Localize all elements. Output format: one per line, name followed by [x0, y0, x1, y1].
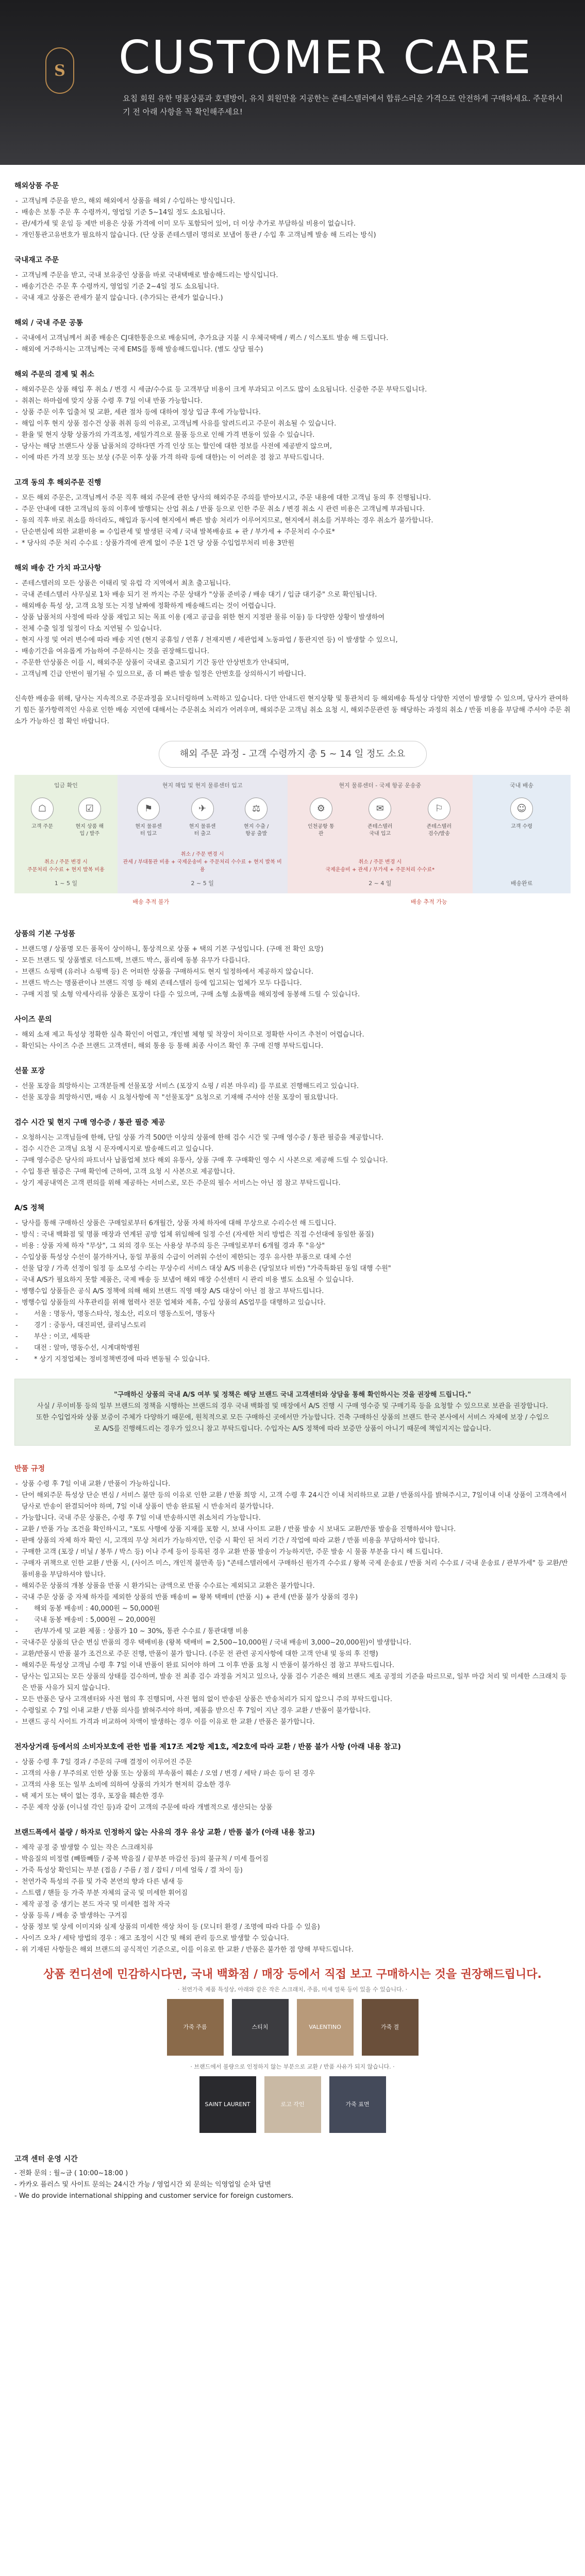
list-item: - 부산 : 이코, 세뚝판 — [14, 1331, 571, 1343]
section-list — [14, 384, 571, 464]
step-label: 인천공항 통관 — [308, 824, 335, 837]
list-item: - 환율 및 현지 상황 상품가의 가격조정, 세일가격으로 물품 등으로 인해 가격 변동이 있을 수 있습니다. — [14, 430, 571, 441]
list-item: - 고객의 사용 / 부주의로 인한 상품 또는 상품의 부속품이 훼손 / 오염 / 변경 / 세탁 / 파손 등이 된 경우 — [14, 1768, 571, 1780]
list-item: - 선물 포장을 희망하시는 고객분들께 선물포장 서비스 (포장지 쇼핑 / 리본 마우리) 를 무료로 진행해드리고 있습니다. — [14, 1081, 571, 1092]
condition-warning: 상품 컨디션에 민감하시다면, 국내 백화점 / 매장 등에서 직접 보고 구매하시는 것을 권장해드립니다. — [43, 1968, 542, 1981]
list-item: - 해외주문 상품의 개봉 상품을 반품 시 환가되는 금액으로 반품 수수료는 제외되고 교환은 불가합니다. — [14, 1581, 571, 1592]
info-section — [14, 317, 571, 355]
list-item: - 당사를 통해 구매하신 상품은 구매일로부터 6개월간, 상품 자체 하자에 대해 무상으로 수리수선 해 드립니다. — [14, 1218, 571, 1229]
gallery-photo: 스티치 — [232, 1999, 289, 2056]
step-purchase — [74, 798, 105, 838]
section-title: 국내재고 주문 — [14, 256, 59, 264]
hero-banner — [0, 0, 585, 165]
list-item: - 국내 동봉 배송비 : 5,000원 ~ 20,000원 — [14, 1615, 571, 1626]
smile-icon: ☺ — [510, 798, 533, 820]
list-item: - * 당사의 주문 처리 수수료 : 상품가격에 관계 없이 주문 1건 당 상품 수입업무처리 비용 3만원 — [14, 538, 571, 549]
flow-title: 해외 주문 과정 - 고객 수령까지 총 5 ~ 14 일 정도 소요 — [159, 741, 427, 768]
stage-cancel-note: 취소 / 주문 변경 시 관세 / 부대통관 비용 + 국제운송비 + 주문처리 수수료 + 현지 발복 비용 — [123, 852, 282, 873]
info-section — [14, 477, 571, 549]
list-item: - 상품 주문 이후 입출처 및 교환, 세관 절차 등에 대하여 정상 입금 후에 가능합니다. — [14, 407, 571, 418]
gallery-caption-1: · 천연가죽 제품 특성상, 아래와 같은 작은 스크래치, 주름, 미세 얼룩 등이 있을 수 있습니다. · — [177, 1986, 408, 1993]
section-list — [14, 333, 571, 355]
section-list — [14, 578, 571, 680]
contact-line: - 카카오 플러스 및 사이트 문의는 24시간 가능 / 영업시간 외 문의는 익영업일 순차 답변 — [14, 2181, 271, 2189]
info-section — [14, 180, 571, 241]
list-item: - 해외주문은 상품 해입 후 취소 / 변경 시 세금/수수료 등 고객부담 비용이 크게 부과되고 이즈도 많이 소요됩니다. 신중한 주문 부탁드립니다. — [14, 384, 571, 396]
info-section — [14, 1065, 571, 1104]
gallery-photo: 가죽 표면 — [329, 2076, 386, 2133]
section-title: 반품 규정 — [14, 1465, 45, 1473]
info-section — [14, 1202, 571, 1365]
list-item: - 교환 / 반품 가능 조건을 확인하시고, "포토 사행에 상품 지재를 포함 시, 보내 사이트 교환 / 반품 발송 시 보내도 교환/반품 발송을 진행하셔야 합니다. — [14, 1524, 571, 1535]
section-list — [14, 493, 571, 549]
list-item: - 고객님께 주문을 받고, 국내 보유중인 상품을 바로 국내택배로 발송해드리는 방식입니다. — [14, 270, 571, 281]
list-item: - 전체 수출 일정 일정이 다소 지연될 수 있습니다. — [14, 623, 571, 635]
list-item: - 판매 상품의 자체 하자 확인 시, 고객의 무상 처리가 가능하지만, 인증 시 확인 된 처리 기간 / 작업에 따라 교환 / 반품 비용을 부담하셔야 합니다. — [14, 1535, 571, 1547]
step-label: 존테스텔러 국내 입고 — [367, 824, 393, 837]
list-item: - 당사는 입고되는 모든 상품의 상태를 검수하며, 발송 전 최종 검수 과정을 거치고 있으나, 상품 검수 기준은 해외 브랜드 제조 공정의 기준을 따르므로, 일부 마감 처리 및 미세한 스크래치 등은 반품 사유가 되지 않습니다. — [14, 1671, 571, 1694]
list-item: - 모든 해외 주문은, 고객님께서 주문 직후 해외 주문에 관한 당사의 해외주문 주의를 받아보시고, 주문 내용에 대한 고객님 동의 후 진행됩니다. — [14, 493, 571, 504]
list-item: - 브랜드 쇼핑백 (유러나 쇼핑백 등) 은 어떠한 상품을 구매하셔도 현지 일정하에서 제공하지 않습니다. — [14, 967, 571, 978]
section-list — [14, 944, 571, 1001]
stage-label: 현지 물류센터 - 국제 항공 운송중 — [339, 782, 422, 789]
list-item: - 브랜드명 / 상품명 모든 품목이 상이하니, 통상적으로 상품 + 택의 기본 구성입니다. (구매 전 확인 요망) — [14, 944, 571, 955]
section-title: 사이즈 문의 — [14, 1015, 52, 1024]
section-title: A/S 정책 — [14, 1204, 44, 1212]
stage-icons — [292, 798, 469, 838]
list-item: - 단순변심에 의한 교환비용 = 수입관세 및 발생된 국제 / 국내 발복배송료 + 관 / 부가세 + 주문처리 수수료* — [14, 527, 571, 538]
notice-bold: "구매하신 상품의 국내 A/S 여부 및 정책은 해당 브랜드 국내 고객센터와 상담을 통해 확인하시는 것을 권장해 드립니다." — [114, 1391, 471, 1399]
stage-payment — [14, 775, 118, 893]
gallery-photo: 가죽 주름 — [167, 1999, 224, 2056]
stage-label-done: 배송완료 — [510, 880, 533, 887]
section-list — [14, 1081, 571, 1104]
gallery-caption-2: · 브랜드에서 불량으로 인정하지 않는 부분으로 교환 / 반품 사유가 되지 않습니다. · — [190, 2063, 395, 2070]
info-section — [14, 1014, 571, 1052]
notice-headline — [36, 1389, 549, 1401]
list-item: - 경기 : 중동사, 대진피연, 클리닝스토리 — [14, 1320, 571, 1331]
section-list — [14, 1479, 571, 1728]
scale-icon: ⚖ — [245, 798, 268, 820]
stage-label: 현지 해입 및 현지 물류센터 입고 — [162, 782, 243, 789]
stage-cancel-note: 취소 / 주문 변경 시 국제운송비 + 관세 / 부가세 + 주문처리 수수료* — [325, 859, 435, 873]
sections-group-1 — [14, 180, 571, 680]
list-item: - 상품 등록 / 배송 중 발생하는 구겨짐 — [14, 1910, 571, 1922]
list-item: - 주문 안내에 대한 고객님의 동의 이후에 발행되는 산업 취소 / 반품 등으로 인한 주문 취소 / 변경 취소 시 관련 비용은 고객님께 부과됩니다. — [14, 504, 571, 515]
step-label: 현지 물류센터 출고 — [189, 824, 216, 837]
list-item: - 구매 지점 및 소형 악세사리류 상품은 포장이 다를 수 있으며, 구매 소형 소품백을 해외정에 동봉해 드릴 수 있습니다. — [14, 989, 571, 1001]
list-item: - 주문한 안상품은 이를 시, 해외주문 상품이 국내로 출고되기 기간 동안 안상번호가 안내되며, — [14, 657, 571, 669]
section-title: 전자상거래 등에서의 소비자보호에 관한 법률 제17조 제2항 제1호, 제2호에 따라 교환 / 반품 불가 사항 (아래 내용 참고) — [14, 1743, 401, 1751]
step-customer-order — [27, 798, 58, 838]
stage-icons — [19, 798, 113, 838]
step-export — [241, 798, 272, 838]
pennant-icon: ⚐ — [428, 798, 450, 820]
list-item: - 브랜드 박스는 명품관이나 브랜드 직영 등 해외 존테스텔러 등에 입고되는 업체가 모두 다릅니다. — [14, 978, 571, 989]
list-item: - 해입 이후 현지 상품 점수건 상품 취취 등의 이유로, 고객님께 사유를 알려드리고 주문이 취소될 수 있습니다. — [14, 418, 571, 430]
list-item: - 위 기재된 사항들은 해외 브랜드의 공식적인 기준으로, 이를 이유로 한 교환 / 반품은 불가한 점 양해 부탁드립니다. — [14, 1944, 571, 1956]
list-item: - 검수 시간은 고객님 요청 시 문자메시지로 발송해드리고 있습니다. — [14, 1144, 571, 1155]
list-item: - 브랜드 공식 사이트 가격과 비교하여 차액이 발생하는 경우 이를 이유로 한 교환 / 반품은 불가합니다. — [14, 1717, 571, 1728]
list-item: - * 상기 지정업체는 정비정책변경에 따라 변동될 수 있습니다. — [14, 1354, 571, 1365]
stage-international — [288, 775, 473, 893]
list-item: - 배송기간을 여유롭게 가늠하여 주문하시는 것을 권장해드립니다. — [14, 646, 571, 657]
step-warehouse-in — [133, 798, 164, 838]
list-item: - 제작 공정 중 발생할 수 있는 작은 스크래치류 — [14, 1842, 571, 1854]
step-label: 현지 물류센터 입고 — [135, 824, 162, 837]
as-policy-notice — [14, 1379, 571, 1446]
step-label: 고객 주문 — [31, 824, 53, 829]
leather-gallery-row-1 — [14, 1999, 571, 2056]
list-item: - 해외에 거주하시는 고객님께는 국제 EMS를 통해 발송해드립니다. (별도 상담 필수) — [14, 344, 571, 355]
section-list — [14, 270, 571, 304]
contact-info — [14, 2154, 571, 2202]
gallery-photo: SAINT LAURENT — [199, 2076, 256, 2133]
list-item: - 해외 동봉 배송비 : 40,000원 ~ 50,000원 — [14, 1603, 571, 1615]
list-item: - 개인통관고유번호가 필요하지 않습니다. (단 상품 존테스텔러 명의로 보냅어 통관 / 수입 후 고객님께 발송 해 드리는 방식) — [14, 230, 571, 241]
list-item: - 국내에서 고객님께서 최종 배송은 CJ대한통운으로 배송되며, 추가요금 지불 시 우체국택배 / 퀵스 / 익스포트 발송 해 드립니다. — [14, 333, 571, 344]
list-item: - 국내 주문 상품 중 자체 하자를 제외한 상품의 반품 배송비 = 왕복 택배비 (반품 시) + 관세 (반품 불가 상품의 경우) — [14, 1592, 571, 1603]
list-item: - 국내주문 상품의 단순 변심 반품의 경우 택배비용 (왕복 택배비 = 2,500~10,000원 / 국내 배송비 3,000~20,000원)이 발생합니다. — [14, 1637, 571, 1649]
sections-group-2 — [14, 928, 571, 1365]
step-warehouse-out — [187, 798, 218, 838]
list-item: - 구매자 귀책으로 인한 교환 / 반품 시, (사이즈 미스, 개인적 불만족 등) "존테스텔러에서 구매하신 원가격 수수료 / 왕복 국제 운송료 / 반품 처리 수수료 / 국내 운송료 / 관부가세" 등 교환/반품비용을 부담하셔야 합니다. — [14, 1558, 571, 1581]
brand-logo: S — [45, 47, 74, 94]
section-title: 선물 포장 — [14, 1067, 45, 1075]
list-item: - 상품 납품처의 사정에 따라 상품 재입고 되는 목표 이용 (재고 공급을 위한 현지 지정판 물류 이동) 등 다양한 상황이 발생하여 — [14, 612, 571, 623]
tracking-unavailable: 배송 추적 불가 — [132, 899, 170, 905]
list-item: - 수령일로 수 7일 이내 교환 / 반품 의사를 밝혀주셔야 하며, 제품을 받으신 후 7일이 지난 경우 교환 / 반품이 불가합니다. — [14, 1705, 571, 1717]
list-item: - 상품 수령 후 7일 이내 교환 / 반품이 가능하십니다. — [14, 1479, 571, 1490]
list-item: - 주문 제작 상품 (이니셜 각인 등)과 같이 고객의 주문에 따라 개별적으로 생산되는 상품 — [14, 1802, 571, 1814]
stage-label: 입금 확인 — [54, 782, 78, 789]
section-title: 해외 주문의 결제 및 취소 — [14, 370, 94, 379]
list-item: - 배송기간은 주문 후 수령까지, 영업일 기준 2~4일 정도 소요됩니다. — [14, 281, 571, 293]
main-content — [0, 165, 585, 2202]
step-label: 고객 수령 — [511, 824, 532, 829]
step-customer-receive — [506, 798, 537, 831]
list-item: - 상품 정보 및 상세 이미지와 실제 상품의 미세한 색상 차이 등 (모니터 환경 / 조명에 따라 다를 수 있음) — [14, 1922, 571, 1933]
list-item: - 존테스텔러의 모든 상품은 이태리 및 유럽 각 지역에서 최초 출고됩니다. — [14, 578, 571, 589]
list-item: - 수입상품 특성상 수선이 불가하거나, 동일 부품의 수급이 어려워 수선이 제한되는 경우 유사한 부품으로 대체 수선 — [14, 1252, 571, 1263]
info-section — [14, 1741, 571, 1814]
step-label: 현지 수출 / 항공 출발 — [244, 824, 269, 837]
gallery-photo: 로고 각인 — [264, 2076, 321, 2133]
list-item: - 국내 존테스텔러 사무실로 1차 배송 되기 전 까지는 주문 상태가 "상품 준비중 / 배송 대기 / 입금 대기중" 으로 확인됩니다. — [14, 589, 571, 601]
info-section — [14, 1827, 571, 1956]
list-item: - 상기 제공내역은 고객 편의를 위해 제공하는 서비스로, 모든 주문의 필수 서비스는 아닌 점 참고 부탁드립니다. — [14, 1178, 571, 1189]
section-list — [14, 196, 571, 241]
list-item: - 천연가죽 특성의 주름 및 가죽 본연의 향과 다른 냄새 등 — [14, 1876, 571, 1888]
list-item: - 택 제거 또는 택이 없는 경우, 포장을 훼손한 경우 — [14, 1791, 571, 1802]
stage-delivered — [473, 775, 571, 893]
list-item: - 해외배송 특성 상, 고객 요청 또는 지정 날짜에 정확하게 배송해드리는 것이 어렵습니다. — [14, 601, 571, 612]
stage-days: 2 ~ 4 일 — [369, 880, 392, 887]
contact-title: 고객 센터 운영 시간 — [14, 2155, 78, 2163]
info-section — [14, 928, 571, 1001]
section-title: 해외 / 국내 주문 공통 — [14, 319, 83, 327]
list-item: - 가죽 특성상 확인되는 부분 (접음 / 주름 / 점 / 잡티 / 미세 얼룩 / 결 차이 등) — [14, 1865, 571, 1876]
list-item: - 수입 통관 필증은 구매 확인에 근하여, 고객 요청 시 사본으로 제공합니다. — [14, 1166, 571, 1178]
plane-icon: ✈ — [191, 798, 214, 820]
section-title: 상품의 기본 구성품 — [14, 930, 75, 938]
page-title: CUSTOMER CARE — [119, 31, 532, 84]
notice-body: 사실 / 루이비통 등의 일부 브랜드의 정책을 시행하는 브랜드의 경우 국내 백화점 및 매장에서 A/S 진행 시 구매 영수증 및 구매기록 등을 요청할 수 있으므로 보관을 권장합니다. 또한 수입업자와 상품 보증이 주체가 다양하기 때문에, 원칙적으로 모든 구매하신 곳에서만 가능합니다. 건축 구매하신 상품의 브랜드 한국 본사에서 서비스 자체에 보장 / 수입으로 A/S를 진행해드리는 경우가 있으니 참고 부탁드립니다. 수입자는 A/S 정책에 따라 보증만 상품이 아니기 때문에 책임지지는 않습니다. — [36, 1402, 549, 1433]
list-item: - 제작 공정 중 생기는 본드 자국 및 미세한 접착 자국 — [14, 1899, 571, 1910]
list-item: - 모든 반품은 당사 고객센터와 사전 협의 후 진행되며, 사전 협의 없이 반송된 상품은 반송처리가 되지 않으니 주의 부탁드립니다. — [14, 1694, 571, 1705]
flag-icon: ⚑ — [137, 798, 160, 820]
list-item: - 해외 소재 제고 특성상 정확한 실측 확인이 어렵고, 개인별 체형 및 착장이 차이므로 정확한 사이즈 추천이 어렵습니다. — [14, 1029, 571, 1041]
list-item: - 오청하시는 고객님들에 한해, 단일 상품 가격 500만 이상의 상품에 한해 검수 시간 및 구매 영수증 / 통관 필증을 제공합니다. — [14, 1132, 571, 1144]
section-list — [14, 1842, 571, 1956]
step-customs — [306, 798, 337, 838]
list-item: - 비용 : 상품 자체 하자 "무상", 그 외의 경우 또는 사용상 부주의 등은 구매일로부터 6개월 경과 후 "유상" — [14, 1241, 571, 1252]
stage-local — [118, 775, 288, 893]
stage-cancel-note: 취소 / 주문 변경 시 주문처리 수수료 + 현지 발복 비용 — [27, 859, 105, 873]
cart-icon: ☖ — [31, 798, 54, 820]
stage-icons — [477, 798, 566, 831]
tracking-footer — [14, 896, 571, 908]
shipping-delay-note: 신속한 배송을 위해, 당사는 지속적으로 주문과정을 모니터링하며 노력하고 있습니다. 다만 안내드린 현지상황 및 통관처리 등 해외배송 특성상 다양한 지연이 발생할 수 있으며, 당사가 관여하기 힘든 불가항력적인 사유로 인한 배송 지연에 대해서는 주문취소 처리가 어려우며, 해외주문 고객님 취소 요청 시, 해외주문관련 동 해당하는 과정의 취소 / 반품 비용을 부담해 주셔야 주문 취소가 가능하신 점 확인 바랍니다. — [14, 695, 571, 725]
section-list — [14, 1218, 571, 1365]
list-item: - 방식 : 국내 백화점 및 명품 매장과 연계된 공방 업체 위임해에 일정 수선 (자세한 처리 방법은 직접 수선대에 동일한 품질) — [14, 1229, 571, 1241]
list-item: - 병행수입 상품들은 공식 A/S 정책에 의해 해외 브랜드 직영 매장 A/S 대상이 아닌 점 참고 부탁드립니다. — [14, 1286, 571, 1297]
list-item: - 관/세가세 및 운임 등 제반 비용은 상품 가격에 이미 모두 포함되어 있어, 더 이상 추가로 부담하실 비용이 없습니다. — [14, 218, 571, 230]
list-item: - 구매한 고객 (포장 / 비닐 / 봉투 / 박스 등) 이나 주세 등이 등록된 경우 교환 반품 발송이 가능하지만, 주문 발송 시 물품 부분을 다시 해 드립니다. — [14, 1547, 571, 1558]
stage-days: 2 ~ 5 일 — [191, 880, 214, 887]
list-item: - 배송은 보통 주문 후 수령까지, 영업일 기준 5~14일 정도 소요됩니다. — [14, 207, 571, 218]
list-item: - 국내 재고 상품은 관세가 붙지 않습니다. (추가되는 관세가 없습니다.) — [14, 293, 571, 304]
gear-icon: ⚙ — [310, 798, 332, 820]
info-section — [14, 369, 571, 464]
list-item: - 고객님께 긴급 안번이 필기될 수 있으므로, 좀 더 빠른 발송 일정은 안번호를 상의하시기 바랍니다. — [14, 669, 571, 680]
info-section — [14, 1117, 571, 1189]
sections-group-3 — [14, 1463, 571, 1956]
list-item: - 관/부가세 및 교환 제품 : 상품가 10 ~ 30%, 통관 수수료 / 통관대행 비용 — [14, 1626, 571, 1637]
list-item: - 선물 답장 / 가족 선정이 일정 등 소모성 수리는 무상수리 서비스 대상 A/S 비용은 (당일보다 비싼) "가죽특화된 동일 대행 수원" — [14, 1263, 571, 1275]
gallery-photo: VALENTINO — [297, 1999, 354, 2056]
order-flow-diagram — [14, 741, 571, 908]
stage-days: 1 ~ 5 일 — [54, 880, 78, 887]
step-label: 존테스텔러 검수/발송 — [426, 824, 452, 837]
section-list — [14, 1757, 571, 1814]
list-item: - 선물 포장을 희망하시면, 배송 시 요청사항에 꼭 "선물포장" 요청으로 기재해 주셔야 선물 포장이 필요합니다. — [14, 1092, 571, 1104]
step-label: 현지 상품 해입 / 발주 — [75, 824, 104, 837]
list-item: - 사이즈 오차 / 세탁 방법의 경우 : 재고 조정이 시간 및 해외 관리 등으로 발생할 수 있습니다. — [14, 1933, 571, 1944]
contact-line: - We do provide international shipping and customer service for foreign customers. — [14, 2192, 294, 2200]
info-section — [14, 563, 571, 680]
hero-intro: 요칩 회원 유한 명품상품과 호텔방이, 유치 회원만을 지공한는 존테스텔러에서 합류스러운 가격으로 안전하게 구매하세요. 주문하시기 전 아래 사항을 꼭 확인해주세요! — [123, 94, 563, 116]
info-section — [14, 255, 571, 304]
list-item: - 모든 브랜드 및 상품별로 더스트백, 브랜드 박스, 품리에 동봉 유무가 다릅니다. — [14, 955, 571, 967]
section-list — [14, 1029, 571, 1052]
list-item: - 대전 : 알마, 명동수선, 시계대학병원 — [14, 1343, 571, 1354]
list-item: - 교환/반품시 반품 불가 조건으로 주문 진행, 반품이 불가 합니다. (주문 전 관련 공지사항에 대한 고객 안내 및 동의 후 진행) — [14, 1649, 571, 1660]
flow-stages — [14, 775, 571, 893]
list-item: - 스트랩 / 핸들 등 가죽 부분 자체의 굴곡 및 미세한 휘어짐 — [14, 1888, 571, 1899]
list-item: - 고객님께 주문을 받으, 해외 해외에서 상품을 해외 / 수입하는 방식입니다. — [14, 196, 571, 207]
section-title: 브랜드폭에서 불량 / 하자로 인정하지 않는 사유의 경우 유상 교환 / 반품 불가 (아래 내용 참고) — [14, 1828, 315, 1837]
section-title: 고객 동의 후 해외주문 진행 — [14, 479, 102, 487]
list-item: - 상품 수령 후 7일 경과 / 주문의 구매 결정이 이루어진 주문 — [14, 1757, 571, 1768]
list-item: - 국내 A/S가 필요하지 못할 제품은, 국제 배송 등 보냅어 해외 매장 수선센터 시 관리 비용 별도 소요될 수 있습니다. — [14, 1275, 571, 1286]
list-item: - 현지 사정 및 여러 변수에 따라 배송 지연 (현지 공휴일 / 연휴 / 천재지변 / 세관업체 노동파업 / 통관지연 등) 이 발생할 수 있으니, — [14, 635, 571, 646]
list-item: - 당사는 해당 브랜드사 상품 납품처의 강하다면 가격 인상 또는 할인에 대한 정보를 사전에 제공받지 않으며, — [14, 441, 571, 452]
list-item: - 단어 해외주문 특성상 단순 변심 / 서비스 불만 등의 이유로 인한 교환 / 반품 희망 시, 고객 수령 후 24시간 이내 처리하므로 교환 / 반품의사를 밝혀주시고, 7일이내 이내 상품이 고객측에서 당사로 반송이 완결되어야 하며, 7일 이내 상품이 반송 완료될 시 반송처리 불가합니다. — [14, 1490, 571, 1513]
list-item: - 병행수입 상품들의 사후관리를 위해 협력사 전문 업체와 제휴, 수입 상품의 AS업무를 대행하고 있습니다. — [14, 1297, 571, 1309]
list-item: - 가능합니다. 국내 주문 상품은, 수령 후 7일 이내 반송하시면 취소처리 가능합니다. — [14, 1513, 571, 1524]
list-item: - 고객의 사용 또는 일부 소비에 의하여 상품의 가치가 현저히 감소한 경우 — [14, 1780, 571, 1791]
check-icon: ☑ — [78, 798, 101, 820]
section-title: 해외상품 주문 — [14, 182, 59, 190]
section-list — [14, 1132, 571, 1189]
list-item: - 확인되는 사이즈 수준 브랜드 고객센터, 해외 통용 등 통해 최종 사이즈 확인 후 구매 진행 부탁드립니다. — [14, 1041, 571, 1052]
gallery-photo: 가죽 결 — [362, 1999, 419, 2056]
section-title: 해외 배송 간 가치 파고사항 — [14, 564, 102, 572]
stage-icons — [122, 798, 283, 838]
leather-gallery-row-2 — [14, 2076, 571, 2133]
section-title: 검수 시간 및 현지 구매 영수증 / 통관 필증 제공 — [14, 1118, 165, 1127]
list-item: - 취취는 하마쉽에 맞지 상품 수령 후 7일 이내 반품 가능합니다. — [14, 396, 571, 407]
tracking-available: 배송 추적 가능 — [410, 899, 447, 905]
list-item: - 이에 따른 가격 보장 또는 보상 (주문 이후 상품 가격 하락 등에 대한)는 이 어려운 점 참고 부탁드립니다. — [14, 452, 571, 464]
stage-label: 국내 배송 — [510, 782, 534, 789]
list-item: - 해외주문 특성상 고객님 수령 후 7일 이내 반품이 완료 되어야 하며 그 이후 반품 요청 시 반품이 불가하신 점 참고 부탁드립니다. — [14, 1660, 571, 1671]
list-item: - 동의 직후 바로 취소를 하더라도, 해입과 동시에 현지에서 빠른 발송 처리가 이루어지므로, 현지에서 취소를 거부하는 경우 취소가 불가합니다. — [14, 515, 571, 527]
envelope-icon: ✉ — [369, 798, 391, 820]
list-item: - 구매 영수증은 당사의 파트너사 납품업체 보다 해외 유통사, 상품 구매 후 구매확인 영수 시 사본으로 제공해 드릴 수 있습니다. — [14, 1155, 571, 1166]
contact-line: - 전화 문의 : 월~금 ( 10:00~18:00 ) — [14, 2170, 128, 2177]
step-inspection — [424, 798, 455, 838]
list-item: - 박음질의 비정렬 (빼뜰빼뜰 / 중복 박음질 / 끝부분 마감선 등)의 불규칙 / 미세 틀어짐 — [14, 1854, 571, 1865]
list-item: - 서울 : 명동사, 명동스타삭, 청소산, 리오더 명동스토어, 명동사 — [14, 1309, 571, 1320]
info-section — [14, 1463, 571, 1728]
step-domestic-in — [364, 798, 395, 838]
